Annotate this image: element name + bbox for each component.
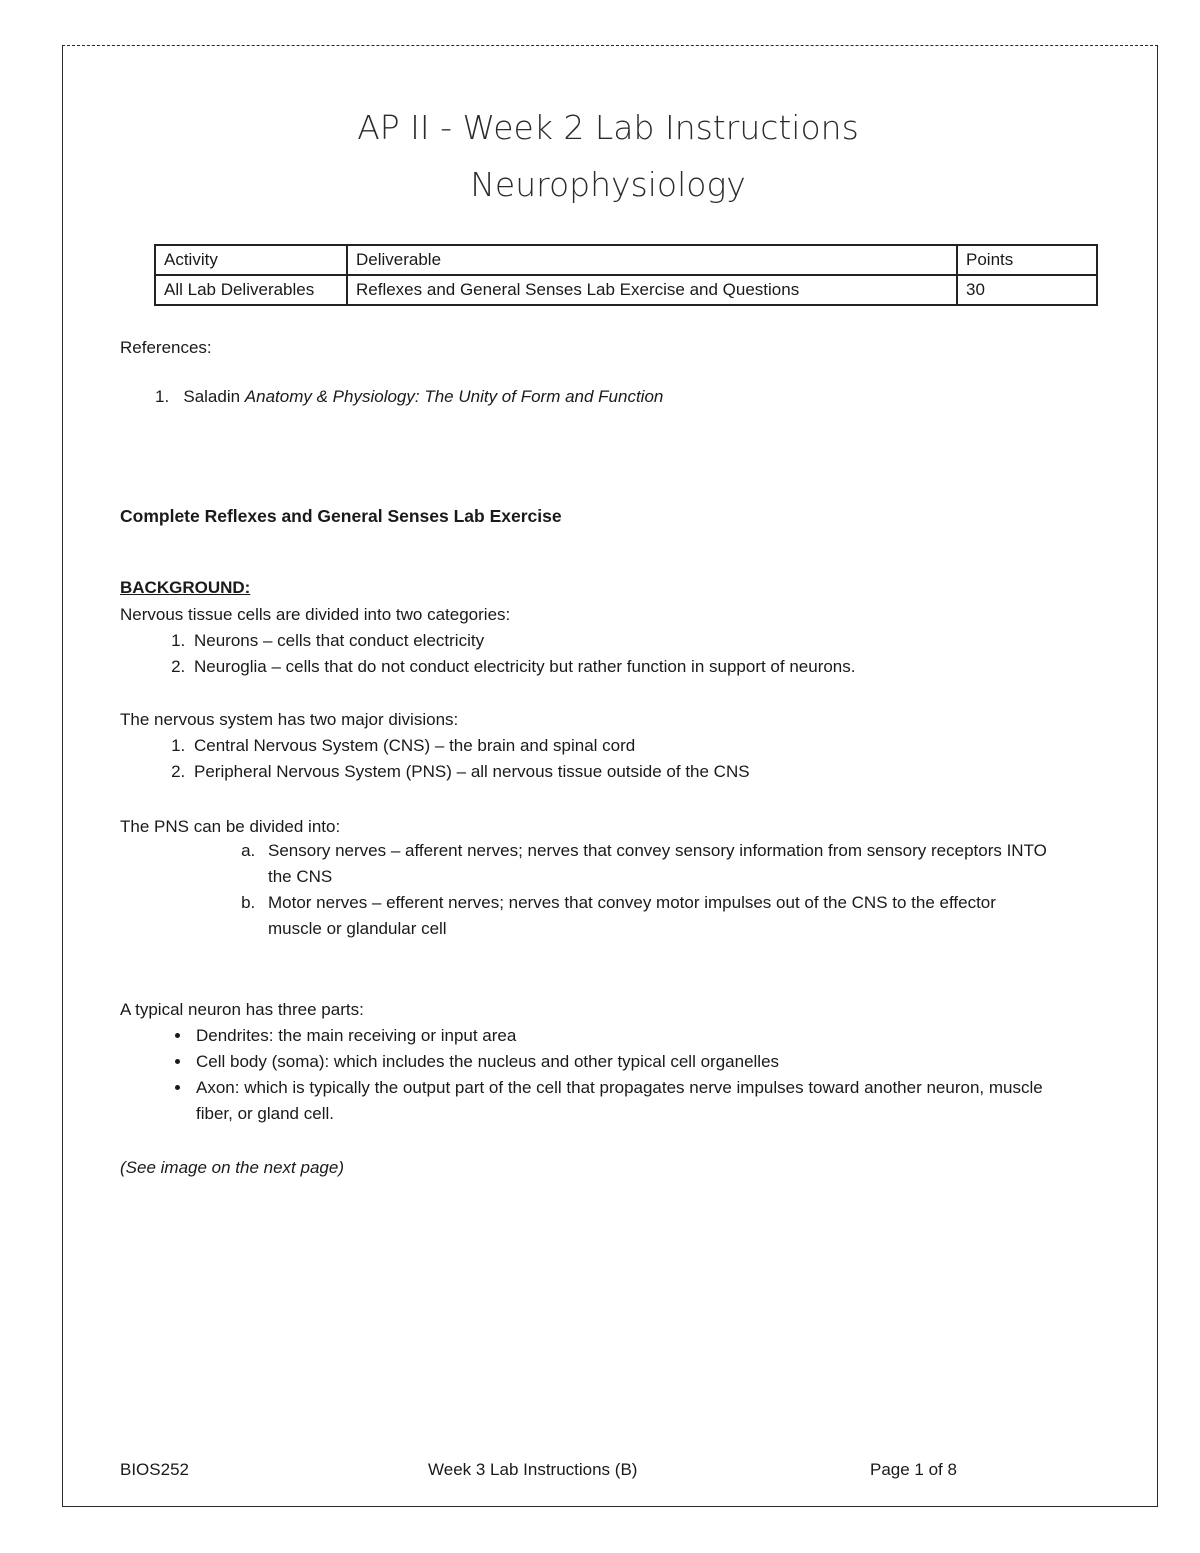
background-heading: BACKGROUND:	[120, 578, 251, 597]
list-item: a. Sensory nerves – afferent nerves; nerves that convey sensory information from sensory receptors INTO the CNS	[260, 838, 1050, 890]
paragraph-major-divisions: The nervous system has two major divisions:	[120, 710, 459, 729]
see-image-note: (See image on the next page)	[120, 1158, 344, 1177]
pns-divisions-list	[260, 838, 1050, 942]
list-item: • Dendrites: the main receiving or input area	[192, 1023, 1062, 1049]
major-divisions-list	[190, 733, 750, 785]
cell-categories-list	[190, 628, 856, 680]
paragraph-cell-categories: Nervous tissue cells are divided into two categories:	[120, 605, 511, 624]
page-subtitle: Neurophysiology	[470, 165, 746, 204]
neuron-parts-list	[192, 1023, 1062, 1127]
table-row	[155, 275, 1097, 305]
table-header-activity: Activity	[155, 245, 347, 275]
table-header-row	[155, 245, 1097, 275]
footer-page-number: Page 1 of 8	[870, 1460, 957, 1479]
table-cell-activity: All Lab Deliverables	[155, 275, 347, 305]
list-item: 1. Neurons – cells that conduct electricity	[190, 628, 856, 654]
section-heading: Complete Reflexes and General Senses Lab Exercise	[120, 506, 562, 526]
list-item: b. Motor nerves – efferent nerves; nerves that convey motor impulses out of the CNS to the effector muscle or glandular cell	[260, 890, 1050, 942]
table-cell-points: 30	[957, 275, 1097, 305]
references-label: References:	[120, 338, 212, 357]
table-header-deliverable: Deliverable	[347, 245, 957, 275]
list-item: 2. Neuroglia – cells that do not conduct electricity but rather function in support of neurons.	[190, 654, 856, 680]
footer-center: Week 3 Lab Instructions (B)	[428, 1460, 638, 1479]
list-item: 1. Central Nervous System (CNS) – the brain and spinal cord	[190, 733, 750, 759]
footer-course: BIOS252	[120, 1460, 189, 1479]
list-item: • Cell body (soma): which includes the nucleus and other typical cell organelles	[192, 1049, 1062, 1075]
table-header-points: Points	[957, 245, 1097, 275]
reference-item	[155, 384, 663, 410]
list-item: 2. Peripheral Nervous System (PNS) – all nervous tissue outside of the CNS	[190, 759, 750, 785]
deliverables-table	[154, 244, 1098, 306]
reference-title: Anatomy & Physiology: The Unity of Form and Function	[244, 387, 664, 406]
list-item: • Axon: which is typically the output part of the cell that propagates nerve impulses toward another neuron, muscle fiber, or gland cell.	[192, 1075, 1062, 1127]
page-title: AP II - Week 2 Lab Instructions	[357, 108, 859, 147]
reference-number: 1.	[155, 387, 170, 406]
paragraph-neuron-parts: A typical neuron has three parts:	[120, 1000, 364, 1019]
paragraph-pns-divisions: The PNS can be divided into:	[120, 817, 341, 836]
table-cell-deliverable: Reflexes and General Senses Lab Exercise and Questions	[347, 275, 957, 305]
reference-author: Saladin	[183, 387, 245, 406]
